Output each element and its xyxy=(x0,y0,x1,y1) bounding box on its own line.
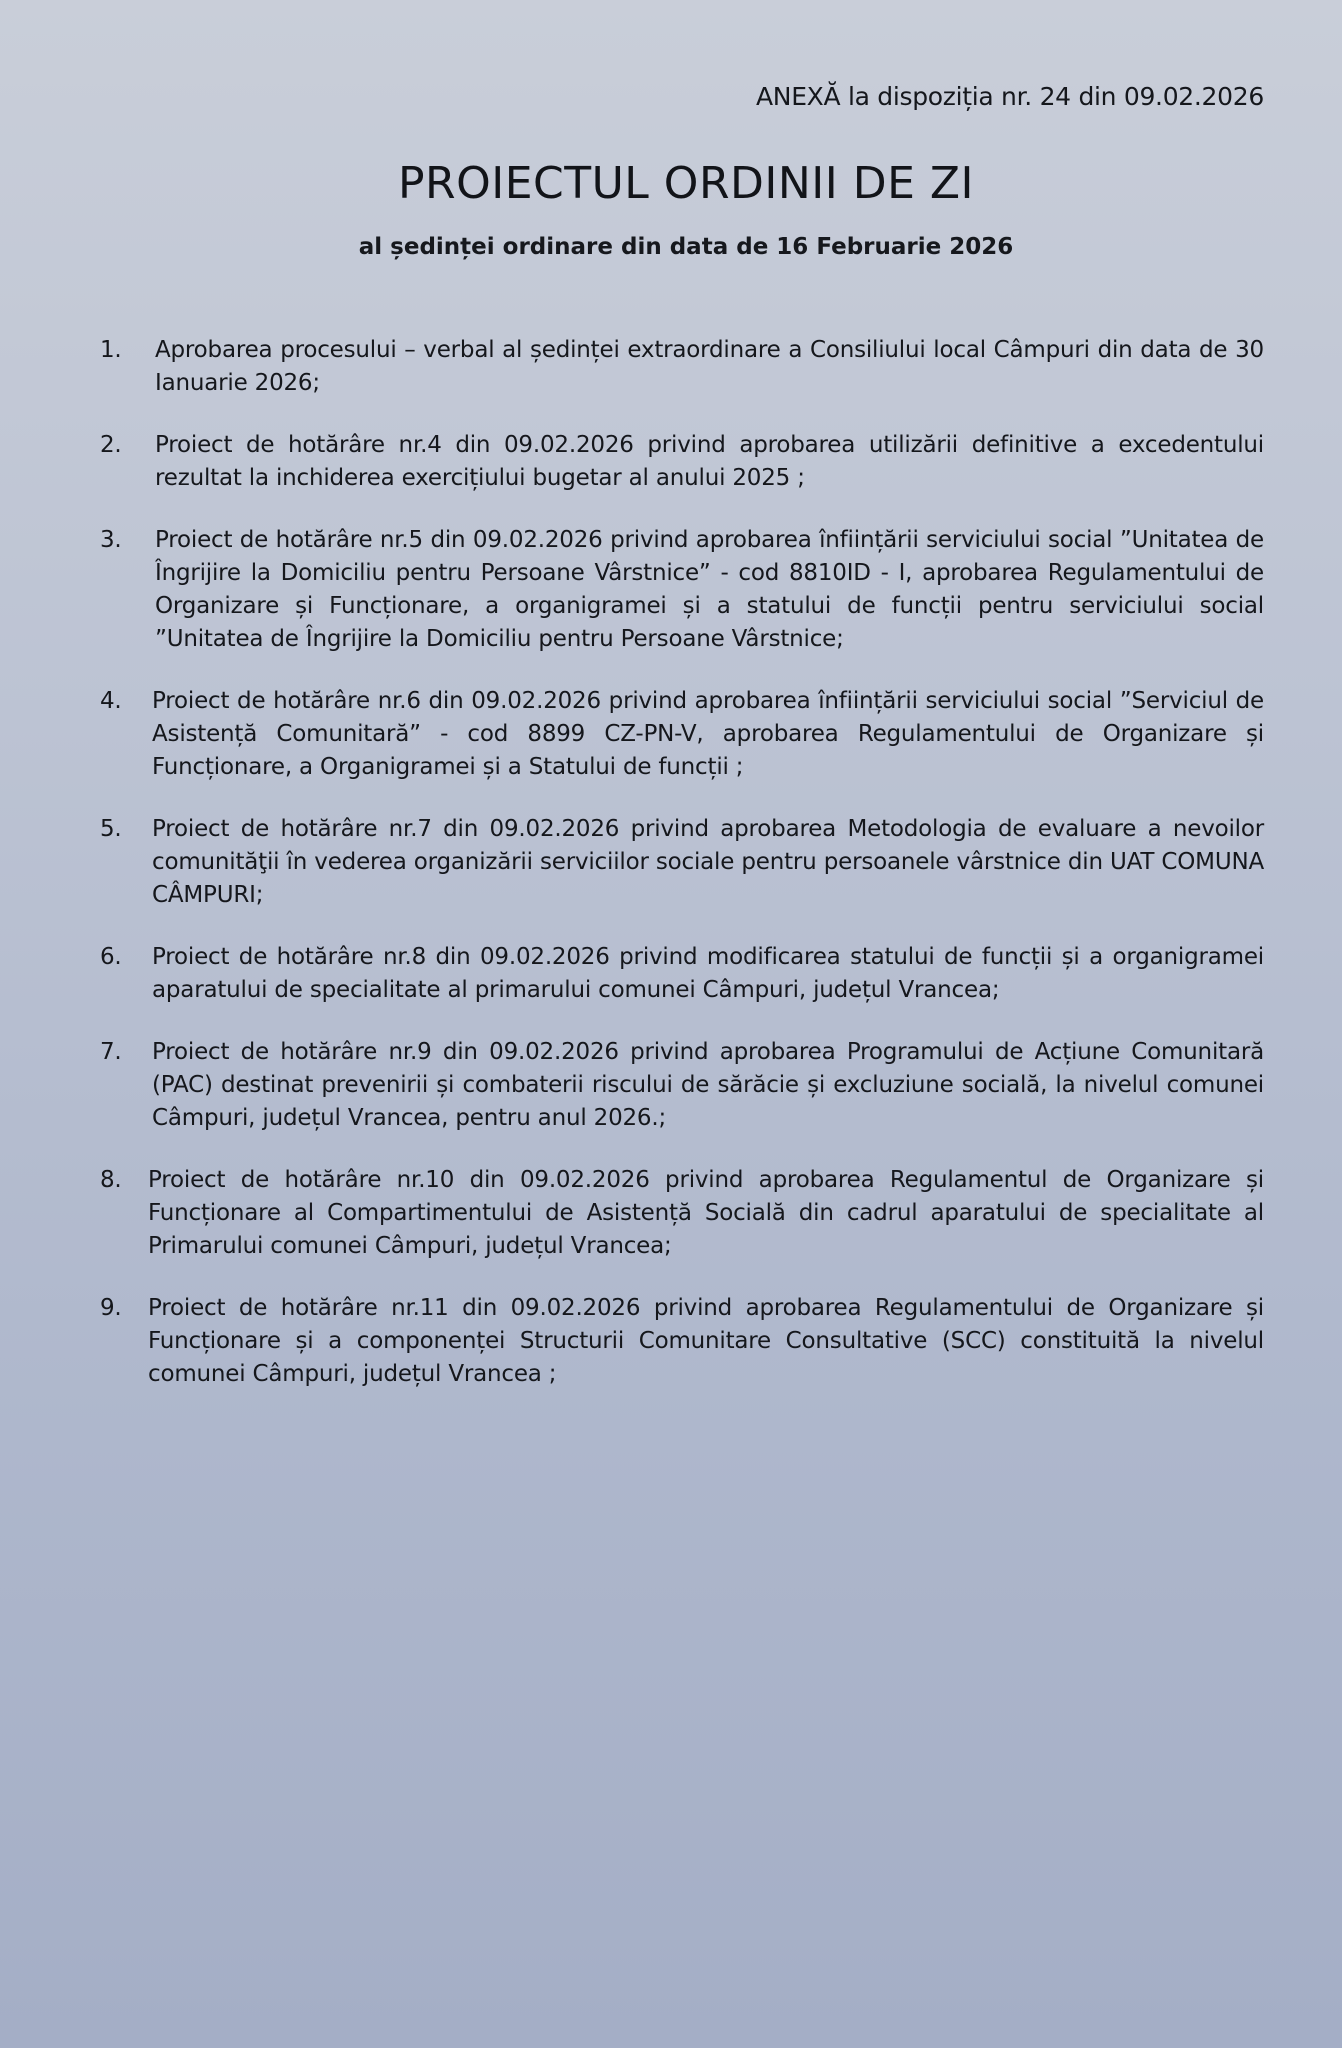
agenda-item-text: Proiect de hotărâre nr.4 din 09.02.2026 privind aprobarea utilizării definitive a excedentului rezultat la inchiderea exercițiului bugetar al anului 2025 ; xyxy=(155,432,1264,491)
agenda-item xyxy=(100,1292,1264,1391)
agenda-item xyxy=(100,1036,1264,1135)
agenda-list xyxy=(100,334,1264,1420)
agenda-item-number: 7. xyxy=(100,1039,122,1065)
agenda-item xyxy=(100,941,1264,1007)
agenda-item-number: 2. xyxy=(100,432,122,458)
agenda-item xyxy=(100,685,1264,784)
agenda-item xyxy=(100,1164,1264,1263)
agenda-item xyxy=(100,813,1264,912)
agenda-item xyxy=(100,429,1264,495)
agenda-item-text: Proiect de hotărâre nr.8 din 09.02.2026 privind modificarea statului de funcții și a organigramei aparatului de specialitate al primarului comunei Câmpuri, județul Vrancea; xyxy=(152,944,1264,1003)
agenda-item-text: Proiect de hotărâre nr.9 din 09.02.2026 privind aprobarea Programului de Acțiune Comunitară (PAC) destinat prevenirii și combaterii riscului de sărăcie și excluziune socială, la nivelul comunei Câmpuri, județul Vrancea, pentru anul 2026.; xyxy=(152,1039,1264,1131)
agenda-item-text: Proiect de hotărâre nr.11 din 09.02.2026 privind aprobarea Regulamentului de Organizare și Funcționare și a componenței Structurii Comunitare Consultative (SCC) constituită la nivelul comunei Câmpuri, județul Vrancea ; xyxy=(148,1295,1264,1387)
agenda-item-text: Aprobarea procesului – verbal al ședinței extraordinare a Consiliului local Câmpuri din data de 30 Ianuarie 2026; xyxy=(155,337,1264,396)
agenda-item-number: 1. xyxy=(100,337,122,363)
document-title: PROIECTUL ORDINII DE ZI xyxy=(397,158,975,209)
annex-reference: ANEXĂ la dispoziția nr. 24 din 09.02.2026 xyxy=(755,82,1264,111)
agenda-item-text: Proiect de hotărâre nr.6 din 09.02.2026 privind aprobarea înființării serviciului social ”Serviciul de Asistență Comunitară” - cod 8899 CZ-PN-V, aprobarea Regulamentului de Organizare și Funcționare, a Organigramei și a Statului de funcții ; xyxy=(152,688,1264,780)
agenda-item-number: 4. xyxy=(100,688,122,714)
agenda-item-number: 3. xyxy=(100,527,122,553)
agenda-item-number: 6. xyxy=(100,944,122,970)
agenda-item-text: Proiect de hotărâre nr.7 din 09.02.2026 privind aprobarea Metodologia de evaluare a nevoilor comunităţii în vederea organizării serviciilor sociale pentru persoanele vârstnice din UAT COMUNA CÂMPURI; xyxy=(152,816,1264,908)
document-subtitle: al ședinței ordinare din data de 16 Februarie 2026 xyxy=(358,234,1014,260)
agenda-item xyxy=(100,334,1264,400)
agenda-item-text: Proiect de hotărâre nr.5 din 09.02.2026 privind aprobarea înființării serviciului social ”Unitatea de Îngrijire la Domiciliu pentru Persoane Vârstnice” - cod 8810ID - I, aprobarea Regulamentului de Organizare și Funcționare, a organigramei și a statului de funcții pentru serviciului social ”Unitatea de Îngrijire la Domiciliu pentru Persoane Vârstnice; xyxy=(155,527,1264,652)
agenda-item xyxy=(100,524,1264,656)
agenda-item-number: 5. xyxy=(100,816,122,842)
agenda-item-number: 8. xyxy=(100,1167,122,1193)
agenda-item-text: Proiect de hotărâre nr.10 din 09.02.2026 privind aprobarea Regulamentul de Organizare și Funcționare al Compartimentului de Asistență Socială din cadrul aparatului de specialitate al Primarului comunei Câmpuri, județul Vrancea; xyxy=(148,1167,1264,1259)
agenda-item-number: 9. xyxy=(100,1295,122,1321)
